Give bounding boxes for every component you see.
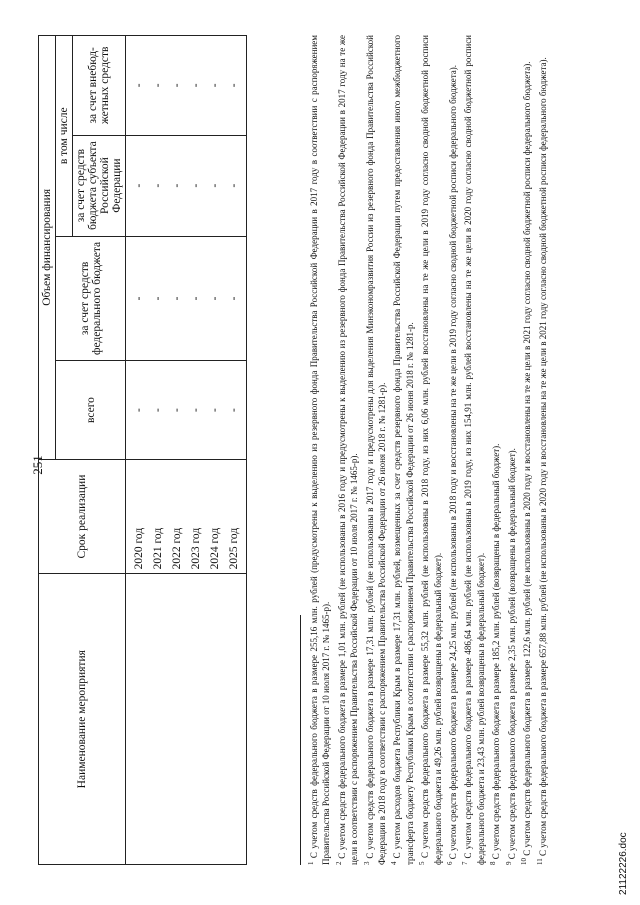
footnote-text: С учетом средств федерального бюджета в размере 486,64 млн. рублей (не использованы в 2019 году, из них 154,91 млн. рублей восстановлены на те же цели в 2020 году согласно сводной бюджетной росписи федерального бюджета и 23,43 млн. рублей возвращены в федеральный бюджет).	[463, 35, 486, 865]
footnote-text: С учетом средств федерального бюджета в размере 185,2 млн. рублей (возвращены в федеральный бюджет).	[491, 443, 502, 860]
footnote-text: С учетом средств федерального бюджета в размере 55,32 млн. рублей (не использованы в 2018 году, из них 6,06 млн. рублей восстановлены на те же цели в 2019 году согласно сводной бюджетной росписи федерального бюджета и 49,26 млн. рублей возвращены в федеральный бюджет).	[420, 35, 443, 865]
footnote-text: С учетом средств федерального бюджета в размере 24,25 млн. рублей (не использованы в 2018 году и восстановлены на те же цели в 2019 году согласно сводной бюджетной росписи федерального бюджета).	[448, 65, 459, 860]
dash-value: -	[228, 83, 240, 88]
header-name: Наименование мероприятия	[39, 574, 126, 865]
extrabudget-values	[126, 36, 247, 136]
footnote-number: 11	[535, 858, 544, 865]
footnotes	[300, 35, 549, 865]
header-federal: за счет средств федерального бюджета	[56, 236, 126, 361]
footnote-text: С учетом средств федерального бюджета в размере 2,35 млн. рублей (возвращены в федеральный бюджет).	[506, 448, 517, 860]
dash-value: -	[171, 408, 183, 412]
regional-values	[126, 135, 247, 236]
footnote-number: 8	[489, 861, 498, 865]
dash-value: -	[171, 183, 183, 188]
year-label: 2023 год	[190, 527, 202, 570]
year-label: 2021 год	[152, 527, 164, 570]
footnote-text: С учетом средств федерального бюджета в размере 657,88 млн. рублей (не использованы в 2020 году и восстановлены на те же цели в 2021 году согласно сводной бюджетной росписи федерального бюджета).	[537, 57, 548, 856]
footnote-number: 9	[504, 861, 513, 865]
footnote	[388, 35, 416, 865]
dash-value: -	[171, 296, 183, 301]
footnote	[503, 35, 518, 865]
dash-value: -	[133, 296, 145, 301]
dash-value: -	[209, 408, 221, 412]
header-including: в том числе	[56, 36, 73, 237]
header-total: всего	[56, 361, 126, 459]
footnote	[534, 35, 549, 865]
footnote-number: 5	[418, 861, 427, 865]
dash-value: -	[152, 83, 164, 88]
header-volume: Объем финансирования	[39, 36, 56, 460]
footnote	[361, 35, 389, 865]
footnote-number: 4	[390, 861, 399, 865]
footnote-text: С учетом средств федерального бюджета в размере 122,6 млн. рублей (не использованы в 2020 году и восстановлены на те же цели в 2021 году согласно сводной бюджетной росписи федерального бюджета).	[522, 61, 533, 856]
header-regional: за счет средств бюджета субъекта Российской Федерации	[73, 135, 126, 236]
dash-value: -	[190, 408, 202, 412]
financing-table	[38, 35, 247, 865]
footnote	[444, 35, 459, 865]
footnote	[305, 35, 333, 865]
footnote	[487, 35, 502, 865]
footnote-number: 2	[334, 861, 343, 865]
footnote	[333, 35, 361, 865]
footnote	[416, 35, 444, 865]
federal-values	[126, 236, 247, 361]
dash-value: -	[190, 83, 202, 88]
header-extrabudget: за счет внебюд-жетных средств	[73, 36, 126, 136]
dash-value: -	[209, 296, 221, 301]
dash-value: -	[228, 183, 240, 188]
dash-value: -	[152, 408, 164, 412]
table-row	[126, 36, 247, 865]
footnote-text: С учетом средств федерального бюджета в размере 1,01 млн. рублей (не использованы в 2016 году и предусмотрены к выделению из резервного фонда Правительства Российской Федерации в 2017 году на те же цели в соответствии с распоряжением Правительства Российской Федерации от 10 июля 2017 г. № 1465-р).	[336, 35, 360, 865]
footnote-number: 6	[446, 861, 455, 865]
dash-value: -	[133, 408, 145, 412]
year-label: 2022 год	[171, 527, 183, 570]
dash-value: -	[228, 408, 240, 412]
year-label: 2025 год	[228, 527, 240, 570]
dash-value: -	[152, 296, 164, 301]
footnote-number: 7	[461, 861, 470, 865]
footnote-number: 10	[520, 858, 529, 865]
footnote-text: С учетом средств федерального бюджета в размере 17,31 млн. рублей (не использованы в 2017 году и предусмотрены для выделения Минэкономразвития России из резервного фонда Правительства Российской Федерации в 2018 году в соответствии с распоряжением Правительства Российской Федерации от 26 июня 2018 г. № 1281-р).	[364, 35, 388, 865]
name-cell	[126, 574, 247, 865]
dash-value: -	[190, 183, 202, 188]
dash-value: -	[209, 83, 221, 88]
dash-value: -	[133, 83, 145, 88]
footnote-number: 1	[307, 861, 315, 865]
footnote-text: С учетом расходов бюджета Республики Крым в размере 17,31 млн. рублей, возмещенных за счет средств резервного фонда Правительства Российской Федерации путем предоставления иного межбюджетного трансферта бюджету Республики Крым в соответствии с распоряжением Правительства Российской Федерации от 26 июня 2018 г. № 1281-р.	[392, 34, 415, 865]
dash-value: -	[171, 83, 183, 88]
total-values	[126, 361, 247, 459]
years-cell	[126, 459, 247, 574]
document-id: 21122226.doc	[618, 832, 629, 895]
dash-value: -	[190, 296, 202, 301]
dash-value: -	[133, 183, 145, 188]
footnote-text: С учетом средств федерального бюджета в размере 255,16 млн. рублей (предусмотрены к выделению из резервного фонда Правительства Российской Федерации в 2017 году в соответствии с распоряжением Правительства Российской Федерации от 10 июля 2017 г. № 1465-р).	[309, 35, 332, 865]
footnote	[459, 35, 487, 865]
year-label: 2020 год	[133, 527, 145, 570]
footnote-separator	[300, 615, 301, 865]
page-number: 251	[30, 455, 45, 475]
dash-value: -	[228, 296, 240, 301]
footnote	[518, 35, 533, 865]
footnote-number: 3	[362, 861, 371, 865]
dash-value: -	[152, 183, 164, 188]
header-term: Срок реализации	[39, 459, 126, 574]
dash-value: -	[209, 183, 221, 188]
year-label: 2024 год	[209, 527, 221, 570]
